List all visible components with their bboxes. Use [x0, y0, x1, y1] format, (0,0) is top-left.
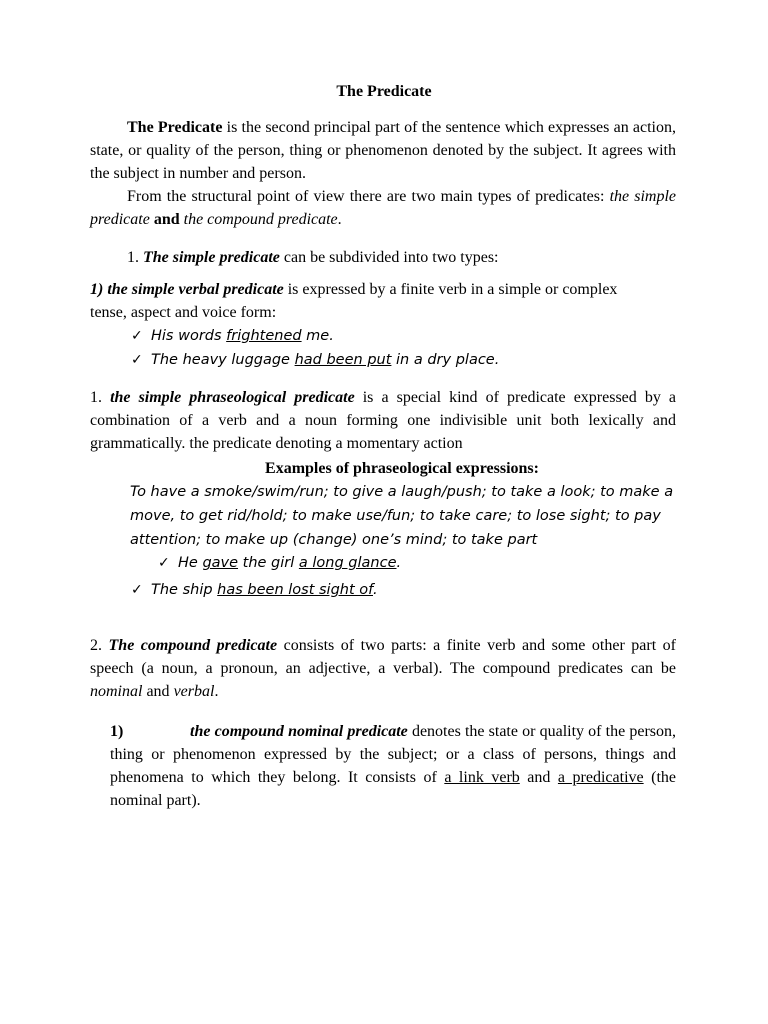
predicate-type-compound: the compound predicate: [183, 211, 338, 228]
example-line: [131, 324, 334, 348]
nominal-number: 1): [110, 723, 124, 740]
compound-type-nominal: nominal: [90, 683, 143, 700]
verbal-term: the simple verbal predicate: [107, 281, 284, 298]
example-line: [131, 348, 499, 372]
phraseological-term: the simple phraseological predicate: [110, 389, 355, 406]
example-underlined: frightened: [226, 328, 302, 344]
nominal-text: denotes the state or quality of the person, thing or phenomenon expressed by the subject; or a class of persons, things and phenomena to which they belong. It consists of: [110, 723, 677, 786]
example-text: His words: [151, 328, 227, 344]
example-text: in a dry place.: [391, 352, 500, 368]
example-text: The heavy luggage: [151, 352, 295, 368]
compound-type-verbal: verbal: [173, 683, 215, 700]
example-line: [158, 551, 401, 575]
nominal-term: the compound nominal predicate: [190, 723, 408, 740]
phraseological-text: is a special kind of predicate expressed by a combination of a verb and a noun forming one indivisible unit both lexically and grammatically. the predicate denoting a momentary action: [90, 389, 677, 452]
section-1-heading: [127, 246, 499, 269]
example-text: The ship: [151, 582, 218, 598]
intro-paragraph: [90, 116, 676, 185]
compound-nominal-paragraph: [110, 720, 676, 812]
checkmark-icon: ✓: [131, 582, 143, 598]
example-text: .: [373, 582, 378, 598]
examples-heading: Examples of phraseological expressions:: [265, 460, 539, 477]
nominal-and: and: [519, 769, 558, 786]
checkmark-icon: ✓: [131, 328, 143, 344]
example-text: me.: [301, 328, 334, 344]
structural-paragraph: [90, 185, 676, 231]
verbal-text: is expressed by a finite verb in a simple or complex tense, aspect and voice form:: [90, 281, 618, 321]
phraseological-paragraph: [90, 386, 676, 455]
predicate-type-simple: the simple predicate: [90, 188, 677, 228]
section-2-and: and: [142, 683, 174, 700]
document-title: The Predicate: [336, 83, 432, 100]
verbal-number: 1): [90, 281, 108, 298]
section-2-term: The compound predicate: [108, 637, 278, 654]
section-2-text: consists of two parts: a finite verb and some other part of speech (a noun, a pronoun, an adjective, a verbal). The compound predicates can be: [90, 637, 677, 677]
example-underlined: gave: [202, 555, 239, 571]
predicative-term: a predicative: [557, 769, 644, 786]
expressions-line: To have a smoke/swim/run; to give a laugh/push; to take a look; to make a: [130, 484, 674, 500]
link-verb-term: a link verb: [444, 769, 520, 786]
compound-predicate-paragraph: [90, 634, 676, 703]
example-text: He: [178, 555, 203, 571]
section-2-number: 2.: [90, 637, 109, 654]
expressions-line: move, to get rid/hold; to make use/fun; to take care; to lose sight; to pay: [130, 508, 661, 524]
example-underlined: a long glance: [298, 555, 397, 571]
example-line: [131, 578, 378, 602]
checkmark-icon: ✓: [131, 352, 143, 368]
structural-text: From the structural point of view there are two main types of predicates:: [127, 188, 605, 205]
example-text: .: [396, 555, 402, 571]
intro-term: The Predicate: [127, 119, 223, 136]
section-1-text: can be subdivided into two types:: [279, 249, 499, 266]
phraseological-number: 1.: [90, 389, 111, 406]
example-underlined: had been put: [294, 352, 392, 368]
expressions-line: attention; to make up (change) one’s mind; to take part: [130, 532, 538, 548]
section-2-end: .: [214, 683, 219, 700]
section-1-number: 1.: [127, 249, 143, 266]
intro-text: is the second principal part of the sentence which expresses an action, state, or quality of the person, thing or phenomenon denoted by the subject. It agrees with the subject in number and person.: [90, 119, 677, 182]
structural-end: .: [337, 211, 342, 228]
checkmark-icon: ✓: [158, 555, 170, 571]
example-text: the girl: [238, 555, 299, 571]
section-1-term: The simple predicate: [143, 249, 280, 266]
structural-and: and: [149, 211, 184, 228]
nominal-end: (the nominal part).: [110, 769, 677, 809]
verbal-predicate-paragraph: [90, 278, 650, 324]
example-underlined: has been lost sight of: [217, 582, 373, 598]
